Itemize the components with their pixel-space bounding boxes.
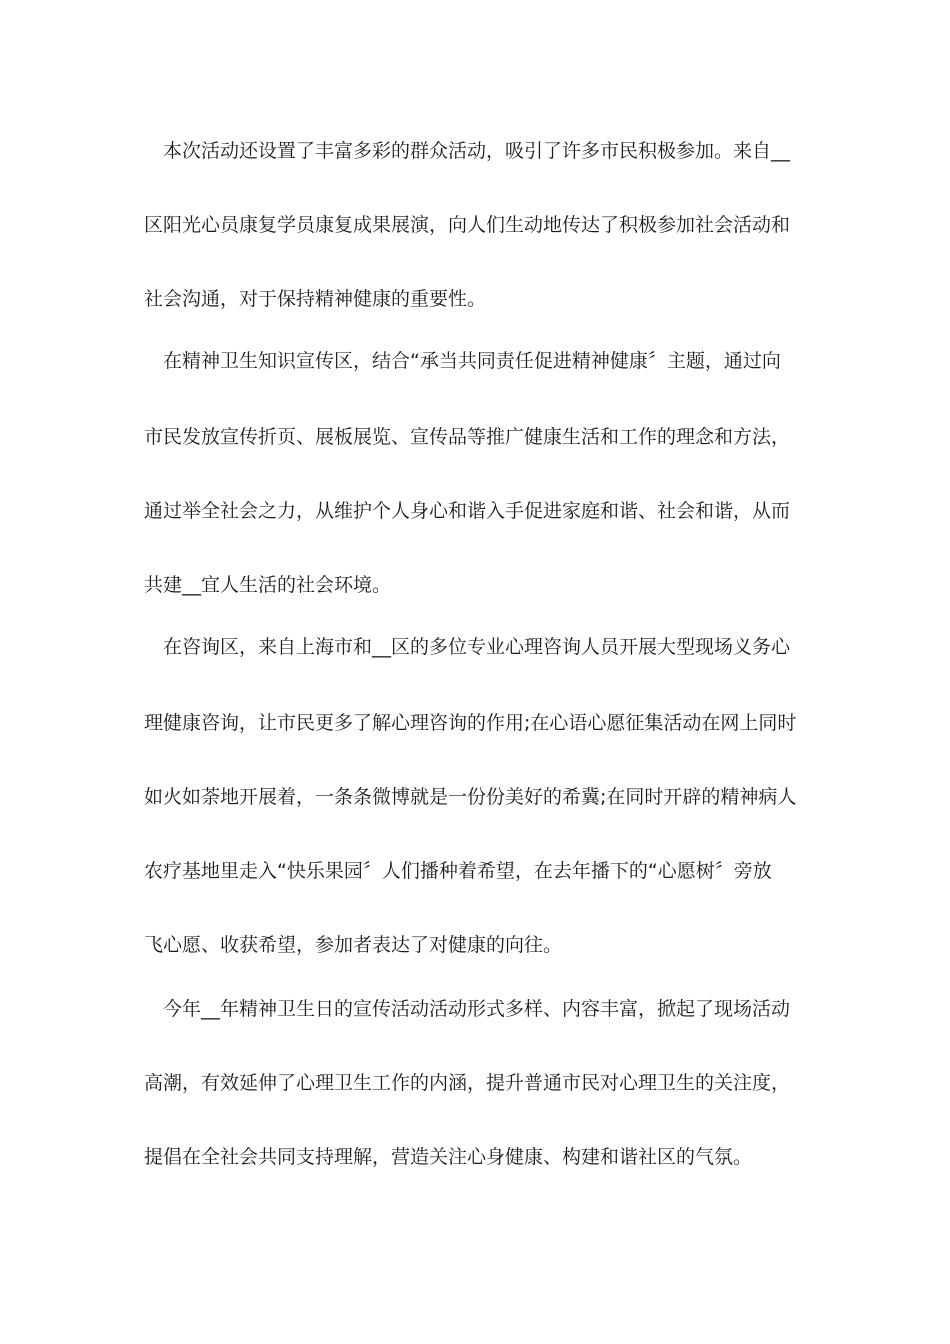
paragraph-2-line-2: 市民发放宣传折页、展板展览、宣传品等推广健康生活和工作的理念和方法， <box>144 426 791 448</box>
paragraph-2-line-1: 在精神卫生知识宣传区，结合“承当共同责任促进精神健康〞主题，通过向 <box>163 350 781 372</box>
paragraph-1-line-1: 本次活动还设置了丰富多彩的群众活动，吸引了许多市民积极参加。来自__ <box>163 140 791 162</box>
paragraph-4-line-1: 今年__年精神卫生日的宣传活动活动形式多样、内容丰富，掀起了现场活动 <box>163 998 791 1020</box>
paragraph-3-line-3: 如火如荼地开展着，一条条微博就是一份份美好的希冀;在同时开辟的精神病人 <box>144 786 797 808</box>
paragraph-4-line-2: 高潮，有效延伸了心理卫生工作的内涵，提升普通市民对心理卫生的关注度， <box>144 1072 791 1094</box>
paragraph-3-line-1: 在咨询区，来自上海市和__区的多位专业心理咨询人员开展大型现场义务心 <box>163 636 791 658</box>
paragraph-3-line-2: 理健康咨询，让市民更多了解心理咨询的作用;在心语心愿征集活动在网上同时 <box>144 712 797 734</box>
paragraph-2-line-3: 通过举全社会之力，从维护个人身心和谐入手促进家庭和谐、社会和谐，从而 <box>144 500 791 522</box>
paragraph-2-line-4: 共建__宜人生活的社会环境。 <box>144 574 392 596</box>
paragraph-3-line-4: 农疗基地里走入“快乐果园〞人们播种着希望，在去年播下的“心愿树〞旁放 <box>144 860 772 882</box>
paragraph-1-line-3: 社会沟通，对于保持精神健康的重要性。 <box>144 288 487 310</box>
paragraph-1-line-2: 区阳光心员康复学员康复成果展演，向人们生动地传达了积极参加社会活动和 <box>144 214 791 236</box>
paragraph-4-line-3: 提倡在全社会共同支持理解，营造关注心身健康、构建和谐社区的气氛。 <box>144 1146 753 1168</box>
paragraph-3-line-5: 飞心愿、收获希望，参加者表达了对健康的向往。 <box>144 934 563 956</box>
